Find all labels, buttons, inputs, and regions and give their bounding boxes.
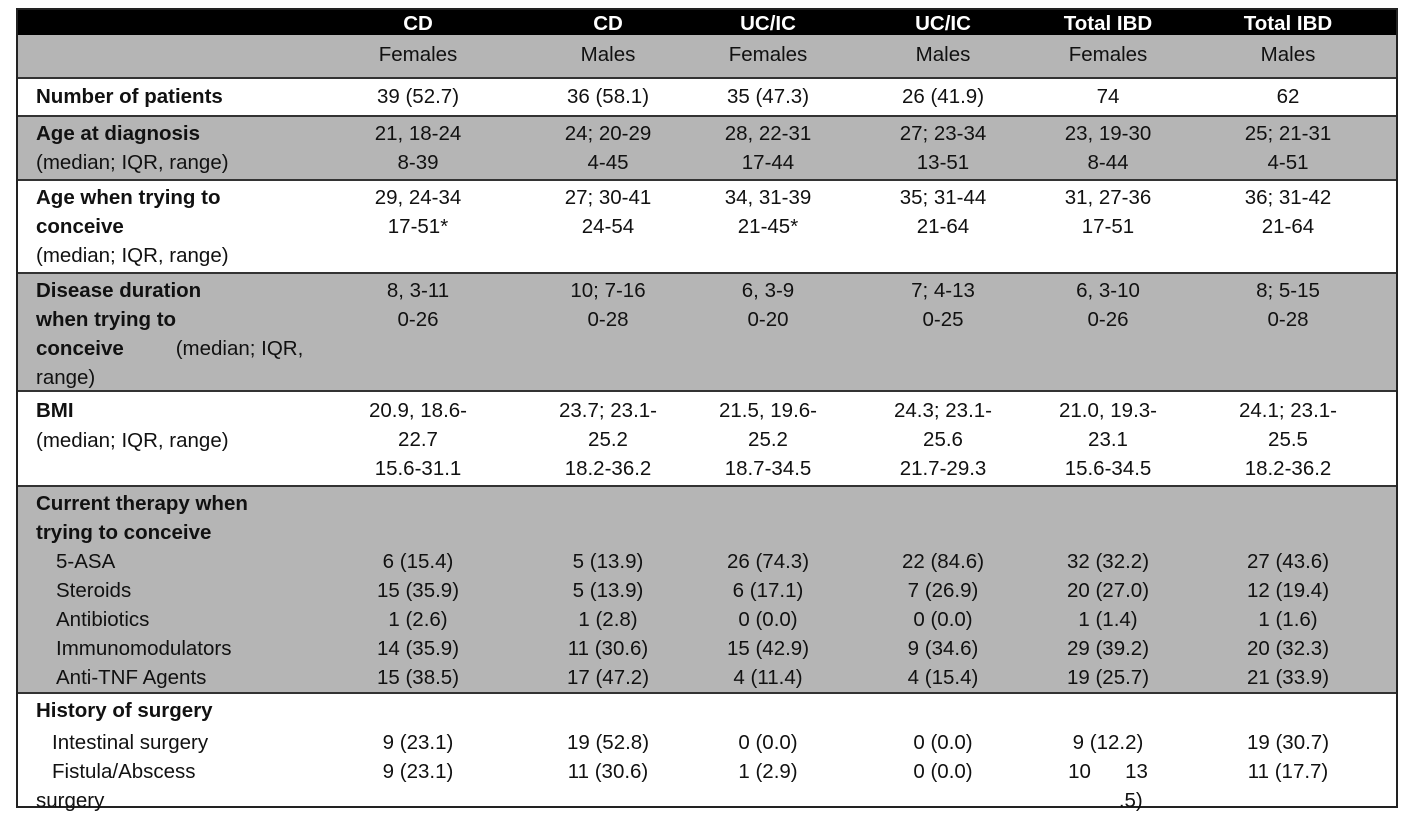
row-history-of-surgery bbox=[18, 694, 1396, 812]
table-cell: 32 (32.2) bbox=[1066, 550, 1150, 573]
header-sex: Females bbox=[378, 43, 458, 66]
header-group: CD bbox=[403, 12, 433, 35]
row-label: History of surgery bbox=[36, 699, 213, 722]
sub-item-label: Steroids bbox=[56, 579, 132, 602]
table-cell: 6 (15.4) bbox=[382, 550, 454, 573]
table-cell: 35 (47.3) bbox=[726, 85, 810, 108]
table-cell: 0 (0.0) bbox=[738, 731, 798, 754]
table-cell: 21, 18-24 8-39 bbox=[374, 122, 462, 174]
table-cell: 9 (34.6) bbox=[907, 637, 979, 660]
row-label: Disease duration when trying to conceive bbox=[36, 279, 202, 360]
table-cell: 20 (27.0) bbox=[1066, 579, 1150, 602]
table-cell: 15 (38.5) bbox=[376, 666, 460, 689]
table-cell: 7 (26.9) bbox=[907, 579, 979, 602]
row-sublabel: (median; IQR, range) bbox=[36, 429, 229, 452]
table-cell: 31, 27-36 17-51 bbox=[1064, 186, 1152, 238]
row-number-of-patients bbox=[18, 79, 1396, 117]
table-cell: 36; 31-42 21-64 bbox=[1244, 186, 1332, 238]
table-cell: 9 (23.1) bbox=[382, 760, 454, 783]
table-cell: 14 (35.9) bbox=[376, 637, 460, 660]
table-cell: 7; 4-13 0-25 bbox=[911, 279, 975, 331]
row-label: BMI bbox=[36, 399, 74, 422]
row-age-trying-to-conceive bbox=[18, 181, 1396, 274]
table-cell: 9 (12.2) bbox=[1072, 731, 1144, 754]
table-cell: 28, 22-31 17-44 bbox=[724, 122, 812, 174]
table-cell: 35; 31-44 21-64 bbox=[899, 186, 987, 238]
table-cell: 19 (30.7) bbox=[1246, 731, 1330, 754]
table-cell: 1 (1.4) bbox=[1078, 608, 1138, 631]
row-bmi bbox=[18, 392, 1396, 487]
table-cell: 21.0, 19.3- 23.1 15.6-34.5 bbox=[1058, 399, 1157, 480]
header-group: UC/IC bbox=[740, 12, 796, 35]
header-row-sex bbox=[18, 35, 1396, 79]
sub-item-label: Fistula/Abscess bbox=[52, 760, 196, 783]
table-cell: 11 (30.6) bbox=[567, 637, 649, 660]
header-row-groups bbox=[18, 10, 1396, 35]
table-cell: 26 (74.3) bbox=[726, 550, 810, 573]
table-cell: 1 (2.9) bbox=[738, 760, 798, 783]
table-cell: 4 (15.4) bbox=[907, 666, 979, 689]
table-cell: 0 (0.0) bbox=[913, 760, 973, 783]
table-cell: 5 (13.9) bbox=[572, 579, 644, 602]
row-sublabel: (median; IQR, range) bbox=[36, 244, 229, 267]
table-cell: 21.5, 19.6- 25.2 18.7-34.5 bbox=[718, 399, 817, 480]
sub-item-label: 5-ASA bbox=[56, 550, 116, 573]
row-current-therapy bbox=[18, 487, 1396, 694]
table-cell: 24.1; 23.1- 25.5 18.2-36.2 bbox=[1238, 399, 1337, 480]
header-sex: Males bbox=[1260, 43, 1316, 66]
table-cell: 34, 31-39 21-45* bbox=[724, 186, 812, 238]
table-cell: 10; 7-16 0-28 bbox=[570, 279, 646, 331]
table-cell: 11 (17.7) bbox=[1247, 760, 1329, 783]
header-sex: Males bbox=[580, 43, 636, 66]
table-cell: 12 (19.4) bbox=[1246, 579, 1330, 602]
header-sex: Females bbox=[1068, 43, 1148, 66]
sub-item-label-tail: surgery bbox=[36, 789, 105, 812]
table-cell: 20 (32.3) bbox=[1246, 637, 1330, 660]
table-cell: 25; 21-31 4-51 bbox=[1244, 122, 1332, 174]
data-table bbox=[16, 8, 1398, 812]
table-cell: 1 (1.6) bbox=[1258, 608, 1318, 631]
row-sublabel: range) bbox=[36, 366, 96, 389]
table-cell: 6, 3-9 0-20 bbox=[741, 279, 795, 331]
sub-item-label: Intestinal surgery bbox=[52, 731, 209, 754]
sub-item-label: Antibiotics bbox=[56, 608, 150, 631]
row-sublabel: (median; IQR, range) bbox=[36, 151, 229, 174]
table-cell: 29, 24-34 17-51* bbox=[374, 186, 462, 238]
table-cell: 6, 3-10 0-26 bbox=[1076, 279, 1140, 331]
table-cell: 17 (47.2) bbox=[566, 666, 650, 689]
header-group: UC/IC bbox=[915, 12, 971, 35]
row-label: Age at diagnosis bbox=[36, 122, 201, 145]
row-disease-duration bbox=[18, 274, 1396, 392]
table-cell: 27; 23-34 13-51 bbox=[899, 122, 987, 174]
header-group: Total IBD bbox=[1243, 12, 1333, 35]
table-cell: 27 (43.6) bbox=[1246, 550, 1330, 573]
header-sex: Males bbox=[915, 43, 971, 66]
table-cell: 19 (25.7) bbox=[1066, 666, 1150, 689]
table-cell: 23.7; 23.1- 25.2 18.2-36.2 bbox=[558, 399, 657, 480]
row-label: Number of patients bbox=[36, 85, 223, 108]
table-cell: 24.3; 23.1- 25.6 21.7-29.3 bbox=[893, 399, 992, 480]
table-cell: 15 (42.9) bbox=[726, 637, 810, 660]
table-cell: 0 (0.0) bbox=[913, 731, 973, 754]
table-cell: 1 (2.6) bbox=[388, 608, 448, 631]
table-cell: 8, 3-11 0-26 bbox=[386, 279, 450, 331]
table-cell: 26 (41.9) bbox=[901, 85, 985, 108]
row-label: Current therapy when trying to conceive bbox=[36, 492, 248, 544]
table-cell: 5 (13.9) bbox=[572, 550, 644, 573]
table-cell: 10 13 .5) bbox=[1068, 760, 1148, 812]
table-cell: 9 (23.1) bbox=[382, 731, 454, 754]
table-cell: 39 (52.7) bbox=[376, 85, 460, 108]
row-age-at-diagnosis bbox=[18, 117, 1396, 181]
table-cell: 74 bbox=[1096, 85, 1120, 108]
row-label: Age when trying to conceive bbox=[36, 186, 221, 238]
table-cell: 6 (17.1) bbox=[732, 579, 804, 602]
table-cell: 1 (2.8) bbox=[578, 608, 638, 631]
table-cell: 8; 5-15 0-28 bbox=[1256, 279, 1320, 331]
table-cell: 27; 30-41 24-54 bbox=[564, 186, 652, 238]
table-cell: 15 (35.9) bbox=[376, 579, 460, 602]
table-cell: 29 (39.2) bbox=[1066, 637, 1150, 660]
table-cell: 0 (0.0) bbox=[913, 608, 973, 631]
header-group: CD bbox=[593, 12, 623, 35]
table-cell: 24; 20-29 4-45 bbox=[564, 122, 652, 174]
table-cell: 23, 19-30 8-44 bbox=[1064, 122, 1152, 174]
header-group: Total IBD bbox=[1063, 12, 1153, 35]
table-cell: 21 (33.9) bbox=[1246, 666, 1330, 689]
table-cell: 20.9, 18.6- 22.7 15.6-31.1 bbox=[368, 399, 467, 480]
table-cell: 11 (30.6) bbox=[567, 760, 649, 783]
header-sex: Females bbox=[728, 43, 808, 66]
row-sublabel: (median; IQR, bbox=[170, 337, 304, 360]
sub-item-label: Anti-TNF Agents bbox=[56, 666, 207, 689]
sub-item-label: Immunomodulators bbox=[56, 637, 232, 660]
table-cell: 4 (11.4) bbox=[733, 666, 803, 689]
table-cell: 36 (58.1) bbox=[566, 85, 650, 108]
table-cell: 19 (52.8) bbox=[566, 731, 650, 754]
table-cell: 0 (0.0) bbox=[738, 608, 798, 631]
table-cell: 22 (84.6) bbox=[901, 550, 985, 573]
table-cell: 62 bbox=[1276, 85, 1300, 108]
